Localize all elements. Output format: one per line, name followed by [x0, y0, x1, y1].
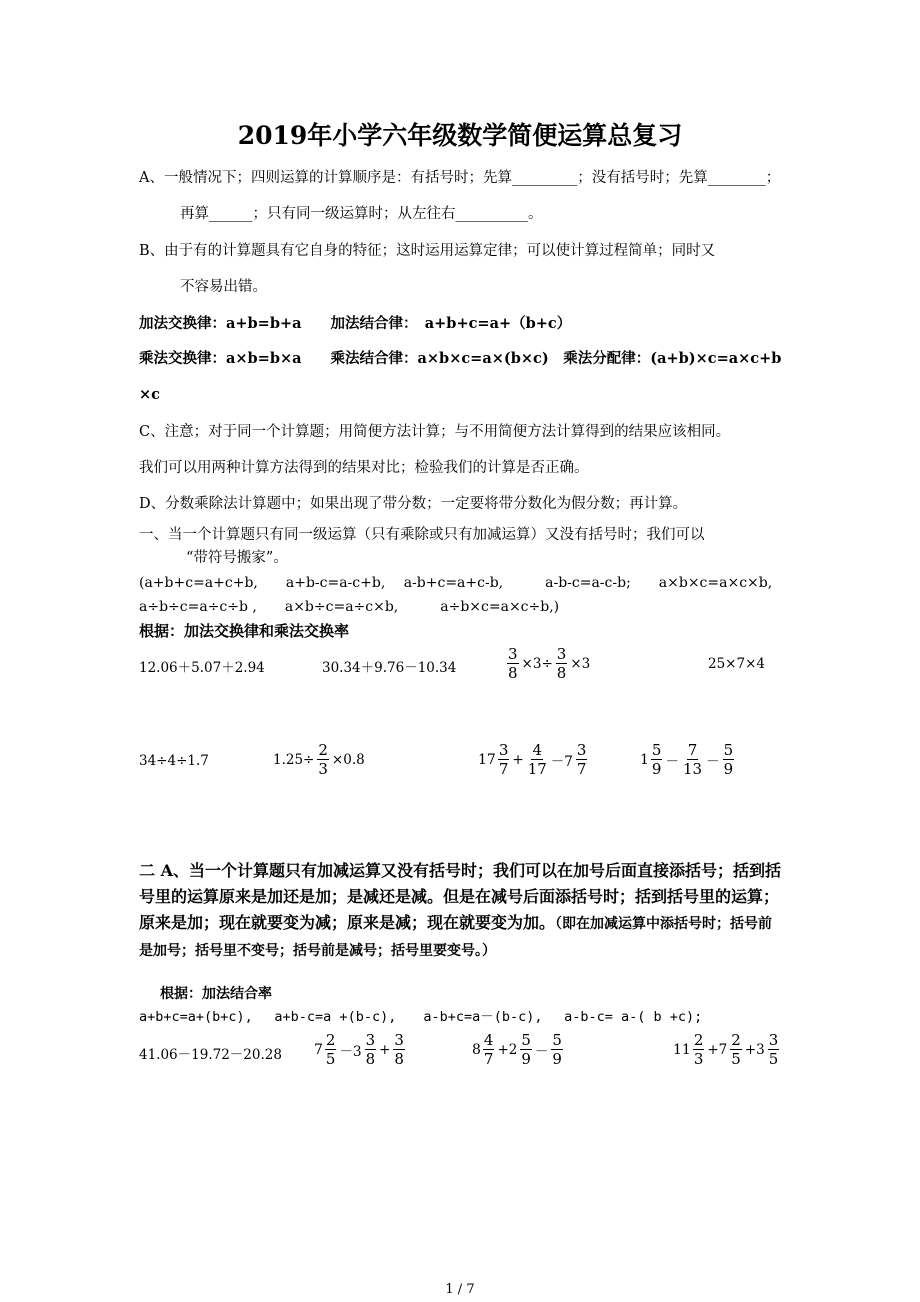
- page-title: 2019年小学六年级数学简便运算总复习: [237, 121, 683, 150]
- page-number: 1 / 7: [445, 1282, 475, 1297]
- exercise-2-2: 7 2 5 －3 3 8 + $\frac{3}{8}$: [314, 1031, 404, 1068]
- exercise-1-2: 30.34＋9.76－10.34: [322, 660, 457, 676]
- fraction: 3 7: [498, 741, 509, 778]
- part-1-rules-1: (a+b+c=a+c+b, a+b-c=a-c+b, a-b+c=a+c-b, a-b-c=a-c-b; a×b×c=a×c×b,: [139, 575, 773, 591]
- fraction: $\frac{4}{17}$: [527, 741, 547, 778]
- exercise-1-4: 25×7×4: [708, 656, 765, 672]
- fraction: 3 7: [576, 741, 587, 778]
- fraction: 5 9: [723, 741, 734, 778]
- fraction: 2 3: [693, 1031, 704, 1068]
- exercise-1-7: 17 3 7 + $\frac{4}{17}$ －7 3 7: [478, 741, 587, 778]
- exercise-2-3: 8 4 7 +2 5 9 － 5 9: [472, 1031, 562, 1068]
- addition-laws: 加法交换律：a+b=b+a 加法结合律： a+b+c=a+（b+c）: [139, 315, 572, 332]
- part-1-basis: 根据：加法交换律和乘法交换率: [139, 622, 350, 640]
- part-2-basis: 根据：加法结合率: [160, 986, 272, 1002]
- fraction: 3 8: [365, 1031, 376, 1068]
- section-b-line-1: B、由于有的计算题具有它自身的特征；这时运用运算定律；可以使计算过程简单；同时又: [139, 243, 716, 259]
- section-d-line-1: D、分数乘除法计算题中；如果出现了带分数；一定要将带分数化为假分数；再计算。: [139, 496, 688, 512]
- exercise-2-1: 41.06－19.72－20.28: [139, 1047, 282, 1063]
- fraction: 5 9: [651, 741, 662, 778]
- fraction: $\frac{3}{8}$: [508, 645, 518, 682]
- fraction: 2 5: [731, 1031, 741, 1068]
- part-1-rules-2: a÷b÷c=a÷c÷b , a×b÷c=a÷c×b, a÷b×c=a×c÷b,): [139, 599, 560, 615]
- exercise-1-3: $\frac{3}{8}$ ×3÷ $\frac{3}{8}$ ×3: [508, 645, 591, 682]
- exercise-1-1: 12.06＋5.07＋2.94: [139, 660, 265, 676]
- fraction: 5 9: [521, 1031, 531, 1068]
- section-a-line-1: A、一般情况下；四则运算的计算顺序是：有括号时；先算_________；没有括号时；先算________；: [139, 170, 781, 186]
- fraction: $\frac{3}{8}$: [394, 1031, 404, 1068]
- fraction: 3 5: [768, 1031, 779, 1068]
- part-2-paragraph: 二 A、当一个计算题只有加减运算又没有括号时；我们可以在加号后面直接添括号；括到括号里的运算原来是加还是加；是减还是减。但是在减号后面添括号时；括到括号里的运算；原来是加；现在就要变为减；原来是减；现在就要变为加。（即在加减运算中添括号时；括号前是加号；括号里不变号；括号前是减号；括号里要变号。）: [139, 861, 781, 959]
- section-a-line-2: 再算______；只有同一级运算时；从左往右__________。: [180, 206, 543, 222]
- section-c-line-1: C、注意；对于同一个计算题；用简便方法计算；与不用简便方法计算得到的结果应该相同。: [139, 424, 731, 440]
- fraction: 4 7: [483, 1031, 494, 1068]
- fraction: 2 5: [325, 1031, 336, 1068]
- exercise-1-5: 34÷4÷1.7: [139, 753, 209, 769]
- part-1-line-2: “带符号搬家”。: [186, 550, 288, 566]
- section-b-line-2: 不容易出错。: [180, 279, 267, 295]
- fraction: $\frac{3}{8}$: [556, 645, 567, 682]
- part-2-rules: a+b+c=a+(b+c), a+b-c=a +(b-c), a-b+c=a－(b-c), a-b-c= a-( b +c);: [139, 1009, 703, 1025]
- fraction: 7 13: [682, 741, 703, 778]
- section-c-line-2: 我们可以用两种计算方法得到的结果对比；检验我们的计算是否正确。: [139, 460, 589, 476]
- part-2-note: （即在加减运算中添括号时；括号前是加号；括号里不变号；括号前是减号；括号里要变号。）: [139, 916, 773, 959]
- multiplication-laws-cont: ×c: [139, 386, 160, 403]
- fraction: $\frac{2}{3}$: [318, 741, 328, 778]
- exercise-1-8: 1 5 9 － 7 13 － 5 9: [640, 741, 734, 778]
- part-1-line-1: 一、当一个计算题只有同一级运算（只有乘除或只有加减运算）又没有括号时；我们可以: [139, 527, 705, 543]
- multiplication-laws: 乘法交换律：a×b=b×a 乘法结合律：a×b×c=a×(b×c) 乘法分配律：(a+b)×c=a×c+b: [139, 350, 782, 367]
- exercise-2-4: 11 2 3 +7 2 5 +3 3 5: [673, 1031, 779, 1068]
- fraction: 5 9: [552, 1031, 562, 1068]
- exercise-1-6: 1.25÷ $\frac{2}{3}$ ×0.8: [273, 741, 365, 778]
